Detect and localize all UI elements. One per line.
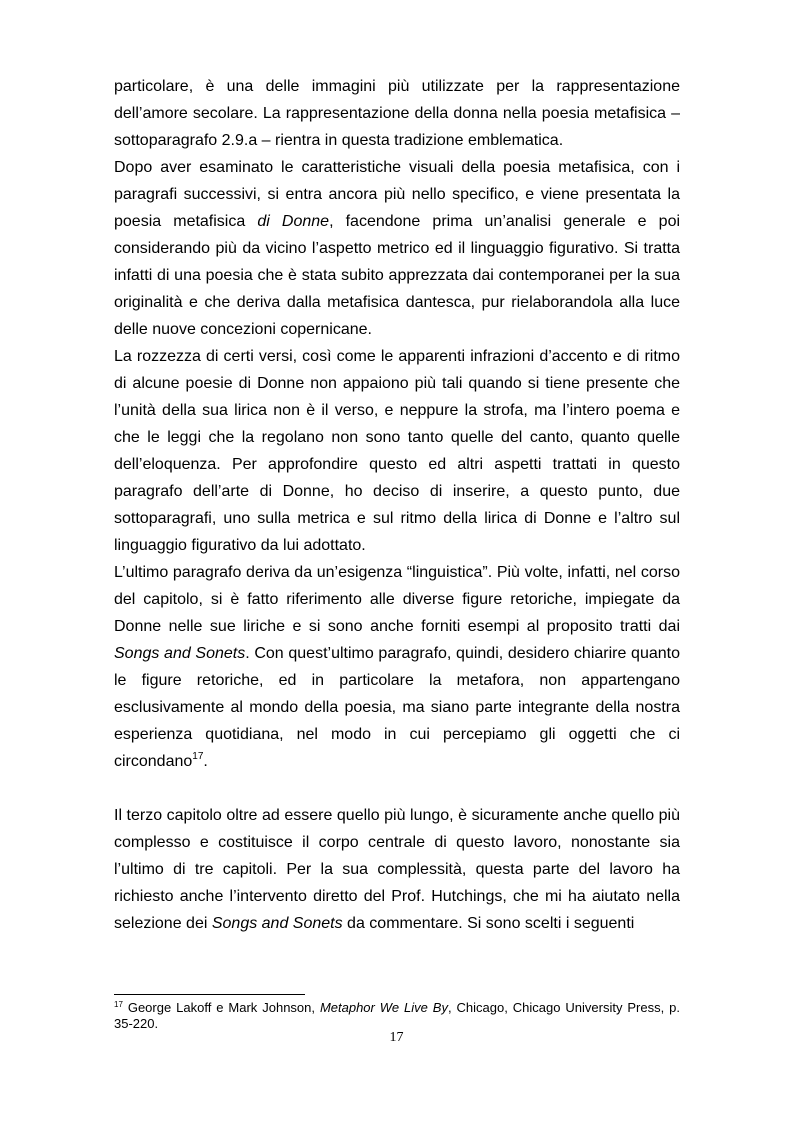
italic-text: di Donne bbox=[257, 213, 330, 230]
paragraph-text: , facendone prima un’analisi generale e poi considerando più da vicino l’aspetto metrico ed il linguaggio figurativo. Si tratta infatti di una poesia che è stata subito apprezzata dai contemporanei per la sua originalità e che deriva dalla metafisica dantesca, pur rielaborandola alla luce delle nuove concezioni copernicane. bbox=[114, 213, 681, 338]
paragraph-text: particolare, è una delle immagini più utilizzate per la rappresentazione dell’amore secolare. La rappresentazione della donna nella poesia metafisica – sottoparagrafo 2.9.a – rientra in questa tradizione emblematica. bbox=[114, 78, 680, 149]
paragraph-2 bbox=[114, 154, 680, 343]
body-text bbox=[114, 73, 680, 937]
paragraph-1 bbox=[114, 73, 680, 154]
footnote-title: Metaphor We Live By bbox=[319, 1000, 448, 1015]
paragraph-5 bbox=[114, 802, 680, 937]
paragraph-text: . Con quest’ultimo paragrafo, quindi, desidero chiarire quanto le figure retoriche, ed in particolare la metafora, non appartengano esclusivamente al mondo della poesia, ma siano parte integrante della nostra esperienza quotidiana, nel modo in cui percepiamo gli oggetti che ci circondano bbox=[114, 645, 680, 770]
paragraph-text: . bbox=[203, 753, 208, 770]
italic-text: Songs and Sonets bbox=[211, 915, 343, 932]
paragraph-text: Dopo aver esaminato le caratteristiche visuali della poesia metafisica, con i paragrafi successivi, si entra ancora più nello specifico, e viene presentata la poesia metafisica bbox=[114, 159, 680, 230]
paragraph-text: L’ultimo paragrafo deriva da un’esigenza “linguistica”. Più volte, infatti, nel corso del capitolo, si è fatto riferimento alle diverse figure retoriche, impiegate da Donne nelle sue liriche e si sono anche forniti esempi al proposito tratti dai bbox=[114, 564, 680, 635]
footnote-text: , Chicago, Chicago University Press, p. 35-220. bbox=[114, 1000, 680, 1031]
footnote-text: George Lakoff e Mark Johnson, bbox=[122, 1000, 320, 1015]
footnote-reference[interactable]: 17 bbox=[192, 751, 204, 762]
paragraph-text: La rozzezza di certi versi, così come le apparenti infrazioni d’accento e di ritmo di alcune poesie di Donne non appaiono più tali quando si tiene presente che l’unità della sua lirica non è il verso, e neppure la strofa, ma l’intero poema e che le leggi che la regolano non sono tanto quelle del canto, quanto quelle dell’eloquenza. Per approfondire questo ed altri aspetti trattati in questo paragrafo dell’arte di Donne, ho deciso di inserire, a questo punto, due sottoparagrafi, uno sulla metrica e sul ritmo della lirica di Donne e l’altro sul linguaggio figurativo da lui adottato. bbox=[114, 348, 680, 554]
paragraph-3 bbox=[114, 343, 680, 559]
footnote-separator bbox=[114, 994, 305, 995]
page-number: 17 bbox=[389, 1030, 404, 1045]
paragraph-4 bbox=[114, 559, 680, 775]
paragraph-text: Il terzo capitolo oltre ad essere quello più lungo, è sicuramente anche quello più complesso e costituisce il corpo centrale di questo lavoro, nonostante sia l’ultimo di tre capitoli. Per la sua complessità, questa parte del lavoro ha richiesto anche l’intervento diretto del Prof. Hutchings, che mi ha aiutato nella selezione dei bbox=[114, 807, 680, 932]
italic-text: Songs and Sonets bbox=[114, 645, 246, 662]
footnote-number: 17 bbox=[114, 1000, 123, 1009]
paragraph-text: da commentare. Si sono scelti i seguenti bbox=[342, 915, 635, 932]
footnote bbox=[114, 1000, 680, 1032]
